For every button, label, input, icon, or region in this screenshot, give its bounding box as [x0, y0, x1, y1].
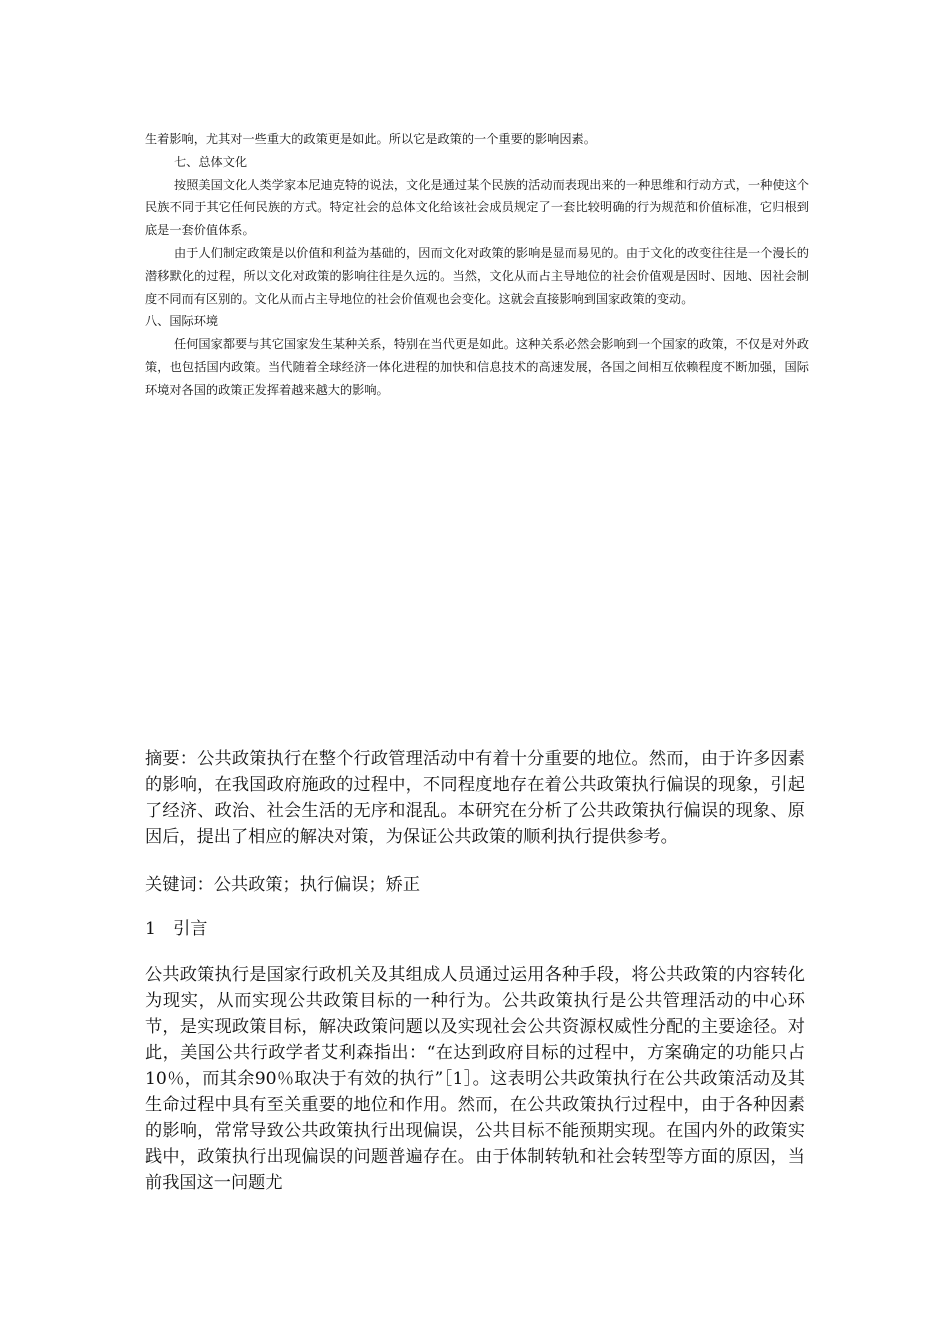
- lower-text-section: [145, 746, 805, 1196]
- culture-paragraph-1: 按照美国文化人类学家本尼迪克特的说法，文化是通过某个民族的活动而表现出来的一种思维和行动方式，一种使这个民族不同于其它任何民族的方式。特定社会的总体文化给该社会成员规定了一套比较明确的行为规范和价值标准，它归根到底是一套价值体系。: [145, 177, 809, 238]
- upper-text-section: [145, 128, 809, 402]
- abstract-paragraph: 摘要：公共政策执行在整个行政管理活动中有着十分重要的地位。然而，由于许多因素的影响，在我国政府施政的过程中，不同程度地存在着公共政策执行偏误的现象，引起了经济、政治、社会生活的无序和混乱。本研究在分析了公共政策执行偏误的现象、原因后，提出了相应的解决对策，为保证公共政策的顺利执行提供参考。: [145, 749, 805, 847]
- section-title-introduction: 1 引言: [145, 919, 208, 939]
- culture-paragraph-2: 由于人们制定政策是以价值和利益为基础的，因而文化对政策的影响是显而易见的。由于文化的改变往往是一个漫长的潜移默化的过程，所以文化对政策的影响往往是久远的。当然，文化从而占主导地位的社会价值观是因时、因地、因社会制度不同而有区别的。文化从而占主导地位的社会价值观也会变化。这就会直接影响到国家政策的变动。: [145, 245, 809, 306]
- continuation-paragraph: 生着影响，尤其对一些重大的政策更是如此。所以它是政策的一个重要的影响因素。: [145, 132, 596, 146]
- heading-general-culture: 七、总体文化: [174, 154, 248, 169]
- heading-international-environment: 八、国际环境: [145, 314, 219, 329]
- keywords-line: 关键词：公共政策；执行偏误；矫正: [145, 875, 421, 895]
- international-paragraph: 任何国家都要与其它国家发生某种关系，特别在当代更是如此。这种关系必然会影响到一个国家的政策，不仅是对外政策，也包括国内政策。当代随着全球经济一体化进程的加快和信息技术的高速发展，各国之间相互依赖程度不断加强，国际环境对各国的政策正发挥着越来越大的影响。: [145, 337, 809, 397]
- introduction-paragraph: 公共政策执行是国家行政机关及其组成人员通过运用各种手段，将公共政策的内容转化为现实，从而实现公共政策目标的一种行为。公共政策执行是公共管理活动的中心环节，是实现政策目标，解决政策问题以及实现社会公共资源权威性分配的主要途径。对此，美国公共行政学者艾利森指出：“在达到政府目标的过程中，方案确定的功能只占10％，而其余90％取决于有效的执行”［1］。这表明公共政策执行在公共政策活动及其生命过程中具有至关重要的地位和作用。然而，在公共政策执行过程中，由于各种因素的影响，常常导致公共政策执行出现偏误，公共目标不能预期实现。在国内外的政策实践中，政策执行出现偏误的问题普遍存在。由于体制转轨和社会转型等方面的原因，当前我国这一问题尤: [145, 965, 805, 1193]
